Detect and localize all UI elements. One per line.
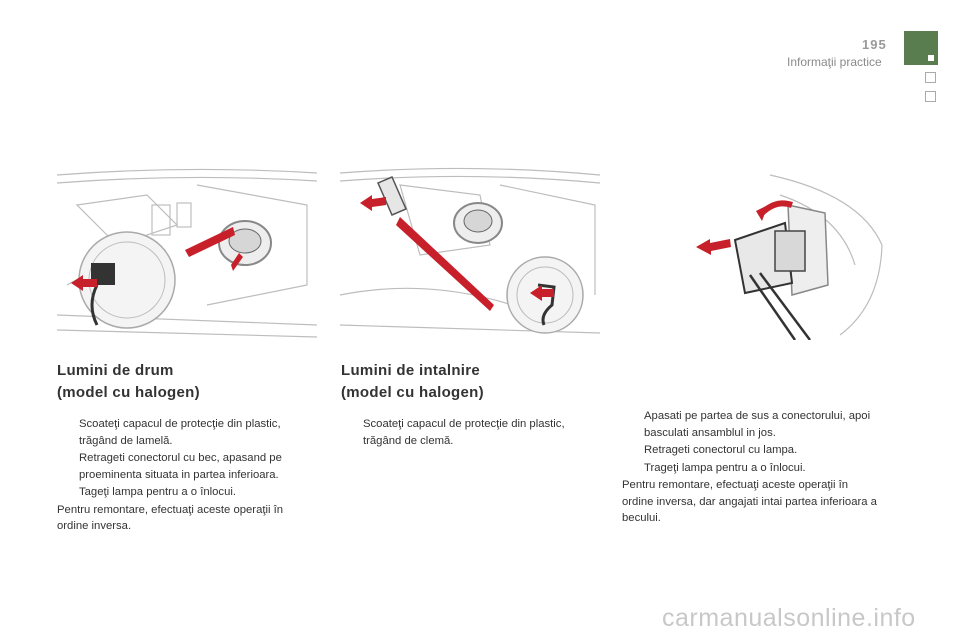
step-text: Trageţi lampa pentru a o înlocui. bbox=[644, 461, 806, 474]
step-item bbox=[622, 442, 877, 459]
low-beam-section bbox=[341, 360, 596, 450]
step-item bbox=[57, 484, 312, 501]
low-beam-illustration bbox=[340, 165, 600, 340]
step-text: Scoateţi capacul de protecţie din plastic, trăgând de lamelă. bbox=[79, 418, 281, 447]
step-text: Tageţi lampa pentru a o înlocui. bbox=[79, 486, 236, 498]
chapter-tab-1[interactable] bbox=[925, 72, 936, 83]
low-beam-title bbox=[341, 360, 596, 404]
connector-section bbox=[622, 400, 877, 527]
low-beam-steps bbox=[341, 416, 596, 449]
watermark: carmanualsonline.info bbox=[662, 604, 916, 632]
page-number: 195 bbox=[862, 37, 887, 52]
connector-steps bbox=[622, 400, 877, 476]
step-item bbox=[57, 416, 312, 449]
high-beam-steps bbox=[57, 416, 312, 501]
high-beam-section bbox=[57, 360, 312, 535]
step-text: Apasati pe partea de sus a conectorului, apoi basculati ansamblul in jos. bbox=[644, 410, 871, 439]
low-beam-title-line1: Lumini de intalnire bbox=[341, 362, 481, 379]
high-beam-note: Pentru remontare, efectuaţi aceste operaţii în ordine inversa. bbox=[57, 503, 284, 532]
connector-note: Pentru remontare, efectuaţi aceste operaţii în ordine inversa, dar angajati intai partea inferioara a becului. bbox=[622, 479, 877, 524]
step-text: Retrageti conectorul cu lampa. bbox=[644, 444, 798, 456]
high-beam-title-line1: Lumini de drum bbox=[57, 362, 174, 379]
tab-marker-icon bbox=[928, 55, 934, 61]
low-beam-title-line2: (model cu halogen) bbox=[341, 384, 484, 401]
high-beam-title-line2: (model cu halogen) bbox=[57, 384, 200, 401]
chapter-tab-2[interactable] bbox=[925, 91, 936, 102]
high-beam-illustration bbox=[57, 165, 317, 340]
step-item bbox=[622, 460, 877, 477]
step-item bbox=[341, 416, 596, 449]
connector-illustration bbox=[620, 165, 885, 340]
section-name: Informaţii practice bbox=[787, 55, 882, 69]
step-item bbox=[57, 450, 312, 483]
high-beam-title bbox=[57, 360, 312, 404]
chapter-tab-active[interactable] bbox=[904, 31, 938, 65]
step-text: Retrageti conectorul cu bec, apasand pe proeminenta situata in partea inferioara. bbox=[79, 452, 282, 481]
step-item bbox=[622, 408, 877, 441]
step-text: Scoateţi capacul de protecţie din plastic, trăgând de clemă. bbox=[363, 418, 565, 447]
